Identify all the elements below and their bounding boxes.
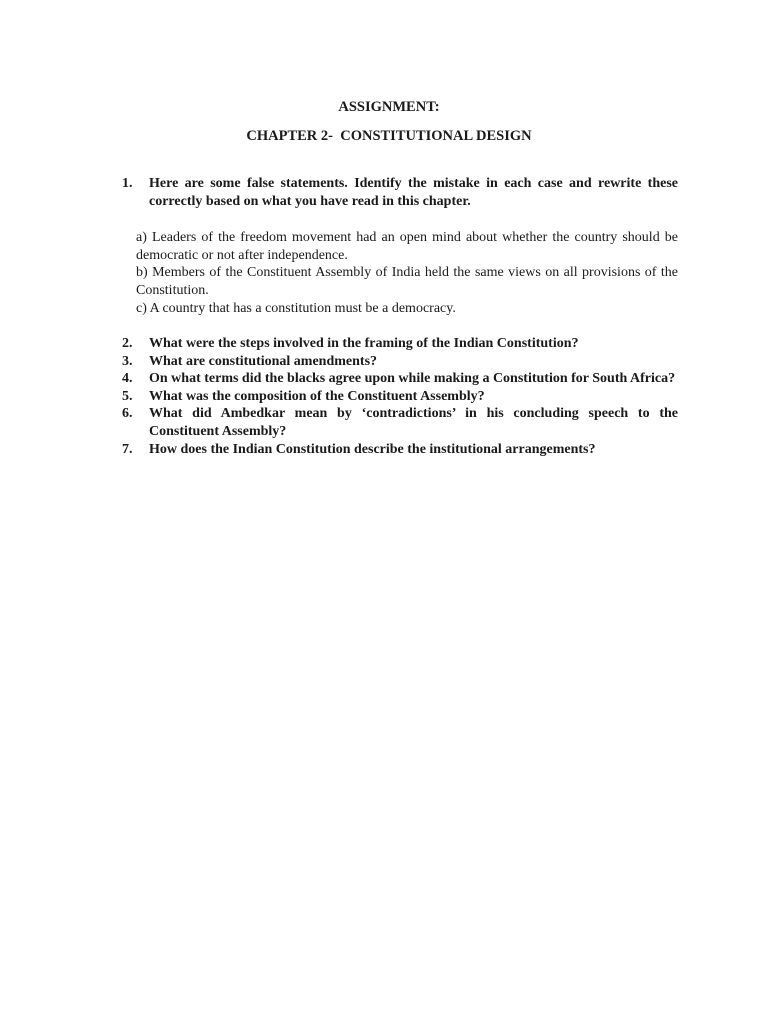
question-number: 1.: [122, 176, 133, 191]
question-number: 6.: [122, 406, 133, 422]
false-statements-list: [136, 229, 678, 318]
statement-a: a) Leaders of the freedom movement had an open mind about whether the country should be democratic or not after independence.: [136, 230, 678, 263]
question-text: What did Ambedkar mean by ‘contradictions’ in his concluding speech to the Constituent Assembly?: [149, 406, 678, 439]
question-number: 5.: [122, 388, 133, 404]
question-text: What were the steps involved in the framing of the Indian Constitution?: [149, 336, 579, 351]
statement-b: b) Members of the Constituent Assembly of India held the same views on all provisions of the Constitution.: [136, 265, 678, 299]
question-4: [122, 370, 678, 388]
question-number: 4.: [122, 371, 133, 387]
question-2: [122, 335, 678, 353]
question-6: [122, 405, 678, 440]
question-text: What was the composition of the Constituent Assembly?: [149, 388, 485, 404]
question-text: On what terms did the blacks agree upon while making a Constitution for South Africa?: [149, 371, 676, 387]
question-list: [122, 335, 678, 458]
statement-c: c) A country that has a constitution must be a democracy.: [136, 300, 456, 316]
assignment-title: ASSIGNMENT:: [338, 99, 440, 115]
question-text: How does the Indian Constitution describe the institutional arrangements?: [149, 441, 596, 457]
question-number: 2.: [122, 336, 133, 351]
question-7: [122, 441, 678, 459]
question-1: [122, 175, 678, 210]
question-number: 3.: [122, 353, 133, 369]
question-text: Here are some false statements. Identify the mistake in each case and rewrite these correctly based on what you have read in this chapter.: [149, 176, 678, 209]
question-number: 7.: [122, 441, 133, 457]
question-text: What are constitutional amendments?: [149, 353, 378, 369]
question-5: [122, 388, 678, 406]
chapter-heading: CHAPTER 2- CONSTITUTIONAL DESIGN: [246, 128, 532, 144]
question-3: [122, 353, 678, 371]
